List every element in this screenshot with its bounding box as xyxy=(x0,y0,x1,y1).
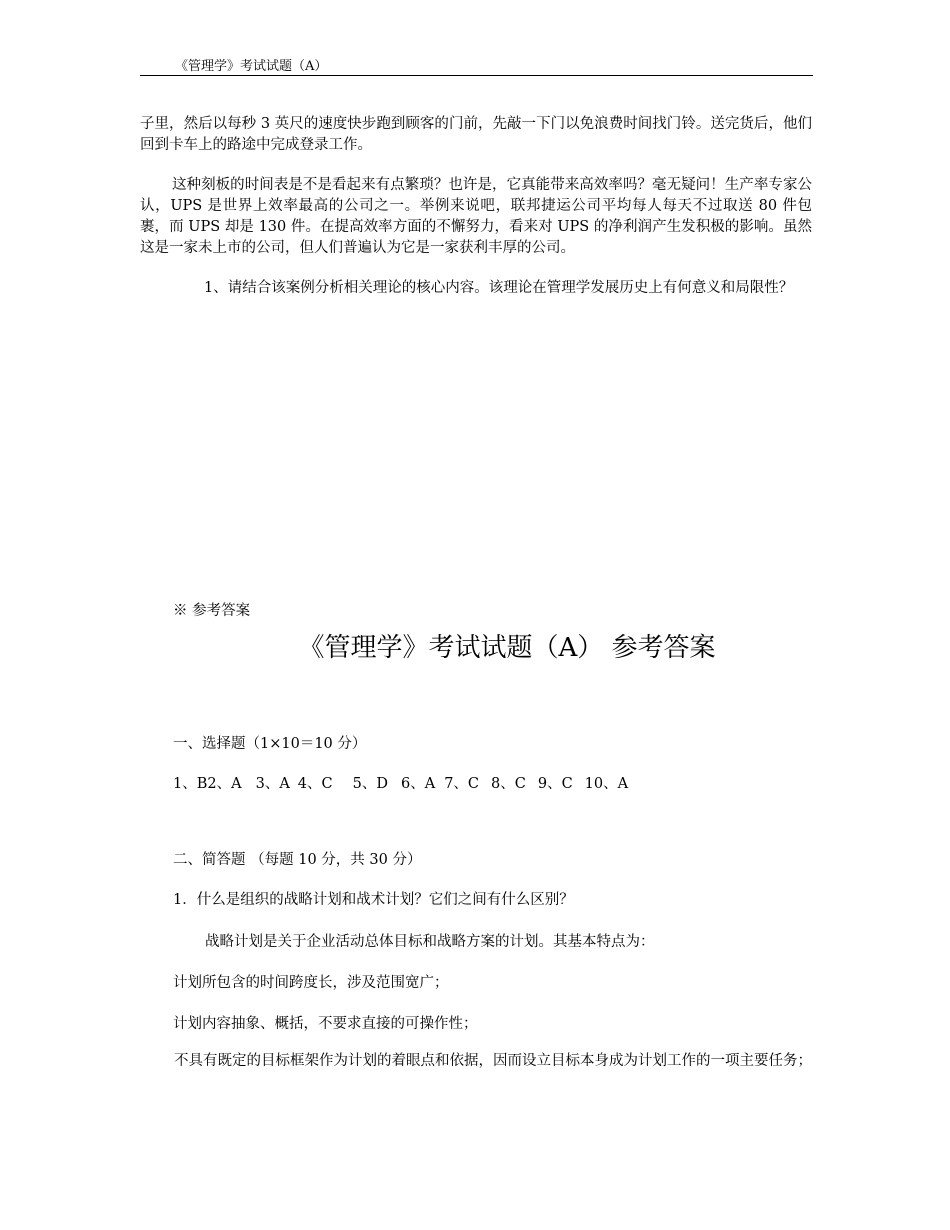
answer-item: 6、A xyxy=(400,776,436,792)
strategic-plan-feature-3: 不具有既定的目标框架作为计划的着眼点和依据，因而设立目标本身成为计划工作的一项主要任务； xyxy=(174,1053,812,1069)
answer-item: 5、D xyxy=(352,776,388,792)
answer-item: 2、A xyxy=(207,776,242,792)
answer-item: 10、A xyxy=(584,776,629,792)
reference-answer-marker: ※ 参考答案 xyxy=(173,603,251,619)
short-answer-question-1: 1．什么是组织的战略计划和战术计划？它们之间有什么区别？ xyxy=(173,892,574,908)
answer-item: 9、C xyxy=(537,776,573,792)
header-divider xyxy=(140,75,813,76)
strategic-plan-feature-2: 计划内容抽象、概括，不要求直接的可操作性； xyxy=(173,1016,478,1032)
case-question-1: 1、请结合该案例分析相关理论的核心内容。该理论在管理学发展历史上有何意义和局限性？ xyxy=(204,280,794,296)
answer-key-title: 《管理学》考试试题（A） 参考答案 xyxy=(298,633,716,663)
section-2-heading: 二、简答题 （每题 10 分，共 30 分） xyxy=(173,852,422,868)
section-1-heading: 一、选择题（1×10＝10 分） xyxy=(173,736,367,752)
case-paragraph-efficiency: 这种刻板的时间表是不是看起来有点繁琐？也许是，它真能带来高效率吗？毫无疑问！生产率专家公认，UPS 是世界上效率最高的公司之一。举例来说吧，联邦捷运公司平均每人每天不过取送 80 件包裹，而 UPS 却是 130 件。在提高效率方面的不懈努力，看来对 UPS 的净利润产生发积极的影响。虽然这是一家未上市的公司，但人们普遍认为它是一家获利丰厚的公司。 xyxy=(140,177,812,256)
case-paragraph-continued: 子里，然后以每秒 3 英尺的速度快步跑到顾客的门前，先敲一下门以免浪费时间找门铃。送完货后，他们回到卡车上的路途中完成登录工作。 xyxy=(140,116,812,153)
strategic-plan-feature-1: 计划所包含的时间跨度长，涉及范围宽广； xyxy=(173,975,449,991)
answer-item: 4、C xyxy=(297,776,333,792)
answer-item: 8、C xyxy=(491,776,526,792)
answer-item: 7、C xyxy=(444,776,480,792)
section-1-answers xyxy=(173,774,628,795)
page-header-title: 《管理学》考试试题（A） xyxy=(175,59,328,74)
answer-item: 3、A xyxy=(255,776,290,792)
answer-item: 1、B xyxy=(173,776,208,792)
strategic-plan-definition: 战略计划是关于企业活动总体目标和战略方案的计划。其基本特点为： xyxy=(205,934,655,950)
